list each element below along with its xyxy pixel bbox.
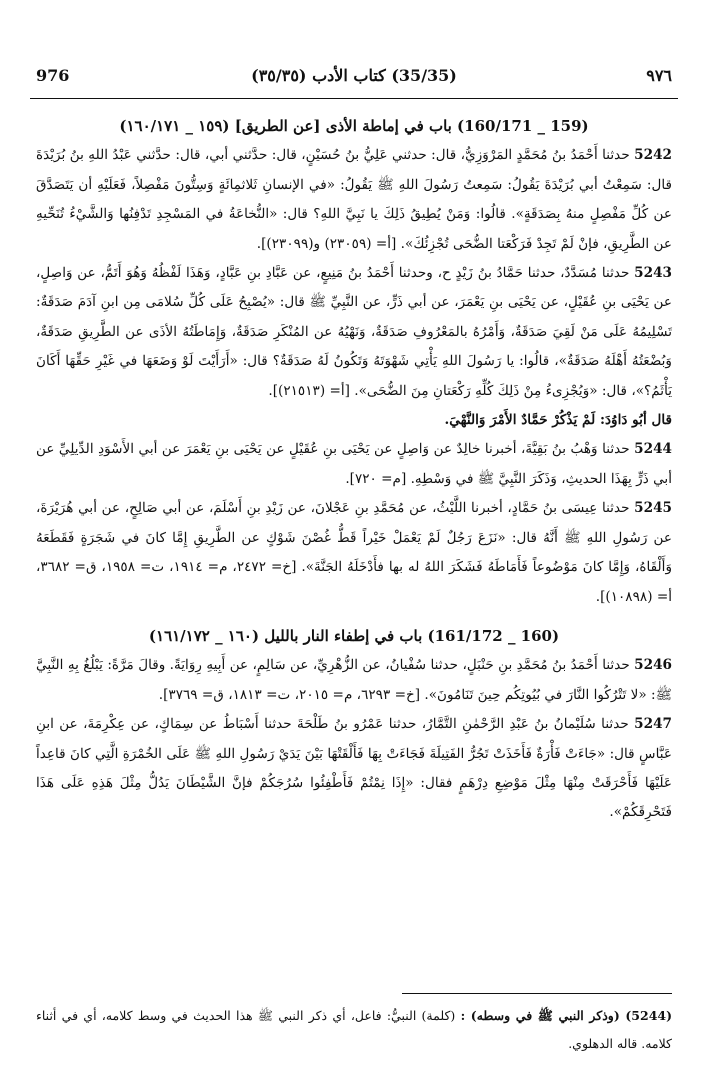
footnote [36,1002,672,1058]
header-rule [30,98,678,99]
hadith-paragraph [36,435,672,494]
hadith-text: حدثنا أَحْمَدُ بنُ مُحَمَّدٍ المَرْوَزِيُّ، قال: حدثني عَلِيُّ بنُ حُسَيْنٍ، قال: حدَّثني أبي، قال: حدَّثني عَبْدُ اللهِ بنُ بُرَيْدَةَ قال: سَمِعْتُ أبي بُرَيْدَةَ يَقُولُ: سَمِعتُ رَسُولَ اللهِ ﷺ يَقُولُ: «في الإنسانِ ثَلاثمِائَةٍ وَسِتُّونَ مَفْصِلاً، فَعَلَيْهِ أن يَتَصَدَّقَ عن كُلِّ مَفْصِلٍ منهُ بِصَدَقَةٍ». قالُوا: وَمَنْ يُطِيقُ ذَلِكَ يا نَبِيَّ اللهِ؟ قال: «النُّخاعَةُ في المَسْجِدِ تَدْفِنُها وَالشَّيْءُ تُنَحِّيهِ عن الطَّرِيقِ، فإنْ لَمْ تَجِدْ فَرَكْعَتا الضُّحَى تُجْزِئُكَ». [أ= (٢٣٠٥٩) و(٢٣٠٩٩)]. [36,147,672,252]
hadith-text: حدثنا أَحْمَدُ بنُ مُحَمَّدِ بنِ حَنْبَلٍ، حدثنا سُفْيانُ، عن الزُّهْرِيِّ، عن سَالِمٍ، عن أَبِيهِ رِوَايَةً. وقالَ مَرَّةً: يَبْلُغُ بِهِ النَّبِيَّ ﷺ: «لا تَتْرُكُوا النَّارَ في بُيُوتِكُم حِينَ تَنَامُونَ». [خ= ٦٢٩٣، م= ٢٠١٥، ت= ١٨١٣، ق= ٣٧٦٩]. [36,657,672,703]
running-title: (35/35) كتاب الأدب (٣٥/٣٥) [251,66,457,85]
page-number-latin: 976 [36,66,70,85]
footnote-rule [402,993,672,994]
main-text [36,112,672,828]
hadith-paragraph [36,141,672,259]
hadith-text: حدثنا سُلَيْمانُ بنُ عَبْدِ الرَّحْمٰنِ التَّمَّارُ، حدثنا عَمْرُو بنُ طَلْحَةَ حدثنا أَسْبَاطُ عن سِمَاكٍ، عن عِكْرِمَةَ، عن ابنِ عَبَّاسٍ قال: «جَاءَتْ فَأْرَةٌ فَأَخَذَتْ تَجُرُّ الفَتِيلَةَ فَجَاءَتْ بِهَا فَأَلْقَتْهَا بَيْنَ يَدَيْ رَسُولِ اللهِ ﷺ عَلَى الخُمْرَةِ الَّتِي كانَ قاعِداً عَلَيْهَا فَأَحْرَقَتْ مِنْهَا مِثْلَ مَوْضِعِ دِرْهَمٍ فقال: «إِذَا نِمْتُمْ فَأَطْفِئُوا سُرُجَكُمْ فإنَّ الشَّيْطَانَ يَدُلُّ مِثْلَ هَذِهِ عَلَى هَذَا فَتَحْرِقَكُمْ». [36,716,672,821]
hadith-number: 5247 [634,716,672,733]
running-header [36,66,672,92]
hadith-number: 5242 [634,147,672,164]
chapter-heading: (159 _ 160/171) باب في إماطة الأذى [عن الطريق] (١٥٩ _ ١٦٠/١٧١) [119,117,589,135]
hadith-paragraph [36,651,672,710]
hadith-number: 5244 [634,441,672,458]
footnote-lead: (5244) (وذكر النبي ﷺ في وسطه) : [460,1008,673,1023]
hadith-text: حدثنا وَهْبُ بنُ بَقِيَّةَ، أخبرنا خالِدٌ عن وَاصِلٍ عن يَحْيَى بنِ عُقَيْلٍ عن يَحْيَى بنِ يَعْمَرَ عن أبي الأَسْوَدِ الدِّيلِيِّ عن أبي ذَرٍّ بِهَذَا الحديثِ، وَذَكَرَ النَّبِيَّ ﷺ في وَسْطِهِ. [م= ٧٢٠]. [36,441,672,487]
hadith-number: 5243 [634,265,672,282]
hadith-text: حدثنا عِيسَى بنُ حَمَّادٍ، أخبرنا اللَّيْثُ، عن مُحَمَّدِ بنِ عَجْلانَ، عن زَيْدِ بنِ أَسْلَمَ، عن أبي صَالِحٍ، عن أبي هُرَيْرَةَ، عن رَسُولِ اللهِ ﷺ أَنَّهُ قال: «نَزَعَ رَجُلٌ لَمْ يَعْمَلْ خَيْراً قَطُّ غُصْنَ شَوْكٍ عن الطَّرِيقِ إِمَّا كانَ في شَجَرَةٍ فَقَطَعَهُ وَأَلْقَاهُ، وَإِمَّا كانَ مَوْضُوعاً فَأَمَاطَهُ فَشَكَرَ اللهُ له بها فأَدْخَلَهُ الجَنَّةَ». [خ= ٢٤٧٢، م= ١٩١٤، ت= ١٩٥٨، ق= ٣٦٨٢، أ= (١٠٨٩٨)]. [36,500,673,605]
hadith-text: قال أبُو دَاوُدَ: لَمْ يَذْكُرْ حَمَّادٌ الأَمْرَ وَالنَّهْيَ. [444,412,672,429]
hadith-paragraph [36,710,672,828]
footnote-text: (كلمة) النبيُّ: فاعل، أي ذكر النبي ﷺ هذا الحديث في وسط كلامه، أي في أثناء كلامه. قاله الدهلوي. [36,1008,672,1051]
hadith-paragraph [36,494,672,612]
chapter-heading: (160 _ 161/172) باب في إطفاء النار بالليل (١٦٠ _ ١٦١/١٧٢) [148,626,560,645]
abu-dawud-note [36,406,672,435]
hadith-number: 5245 [634,500,672,517]
hadith-text: حدثنا مُسَدَّدٌ، حدثنا حَمَّادُ بنُ زَيْدٍ ح، وحدثنا أَحْمَدُ بنُ مَنِيعٍ، عن عَبَّادِ بنِ عَبَّادٍ، وَهَذَا لَفْظُهُ وَهُوَ أَتَمُّ، عن وَاصِلٍ، عن يَحْيَى بنِ عُقَيْلٍ، عن يَحْيَى بنِ يَعْمَرَ، عن أبي ذَرٍّ، عن النَّبِيِّ ﷺ قال: «يُصْبِحُ عَلَى كُلِّ سُلامَى مِن ابنِ آدَمَ صَدَقَةٌ: تَسْلِيمُهُ عَلَى مَنْ لَقِيَ صَدَقَةٌ، وَأَمْرُهُ بالمَعْرُوفِ صَدَقَةٌ، وَنَهْيُهُ عن المُنْكَرِ صَدَقَةٌ، وَإِمَاطَتُهُ الأذَى عن الطَّرِيقِ صَدَقَةٌ، وَبُضْعَتُهُ أَهْلَهُ صَدَقَةٌ»، قالُوا: يا رَسُولَ اللهِ يَأْتِي شَهْوَتَهُ وَتَكُونُ لَهُ صَدَقَةٌ؟ قال: «أَرَأَيْتَ لَوْ وَضَعَهَا في غَيْرِ حَقِّهَا أَكَانَ يَأْثَمُ؟»، قال: «وَيُجْزِىءُ مِنْ ذَلِكَ كُلِّهِ رَكْعَتانِ مِنَ الضُّحَى». [أ= (٢١٥١٣)]. [36,265,672,399]
hadith-paragraph [36,259,672,406]
page-number-arabic: ٩٧٦ [646,66,672,85]
hadith-number: 5246 [634,657,672,674]
